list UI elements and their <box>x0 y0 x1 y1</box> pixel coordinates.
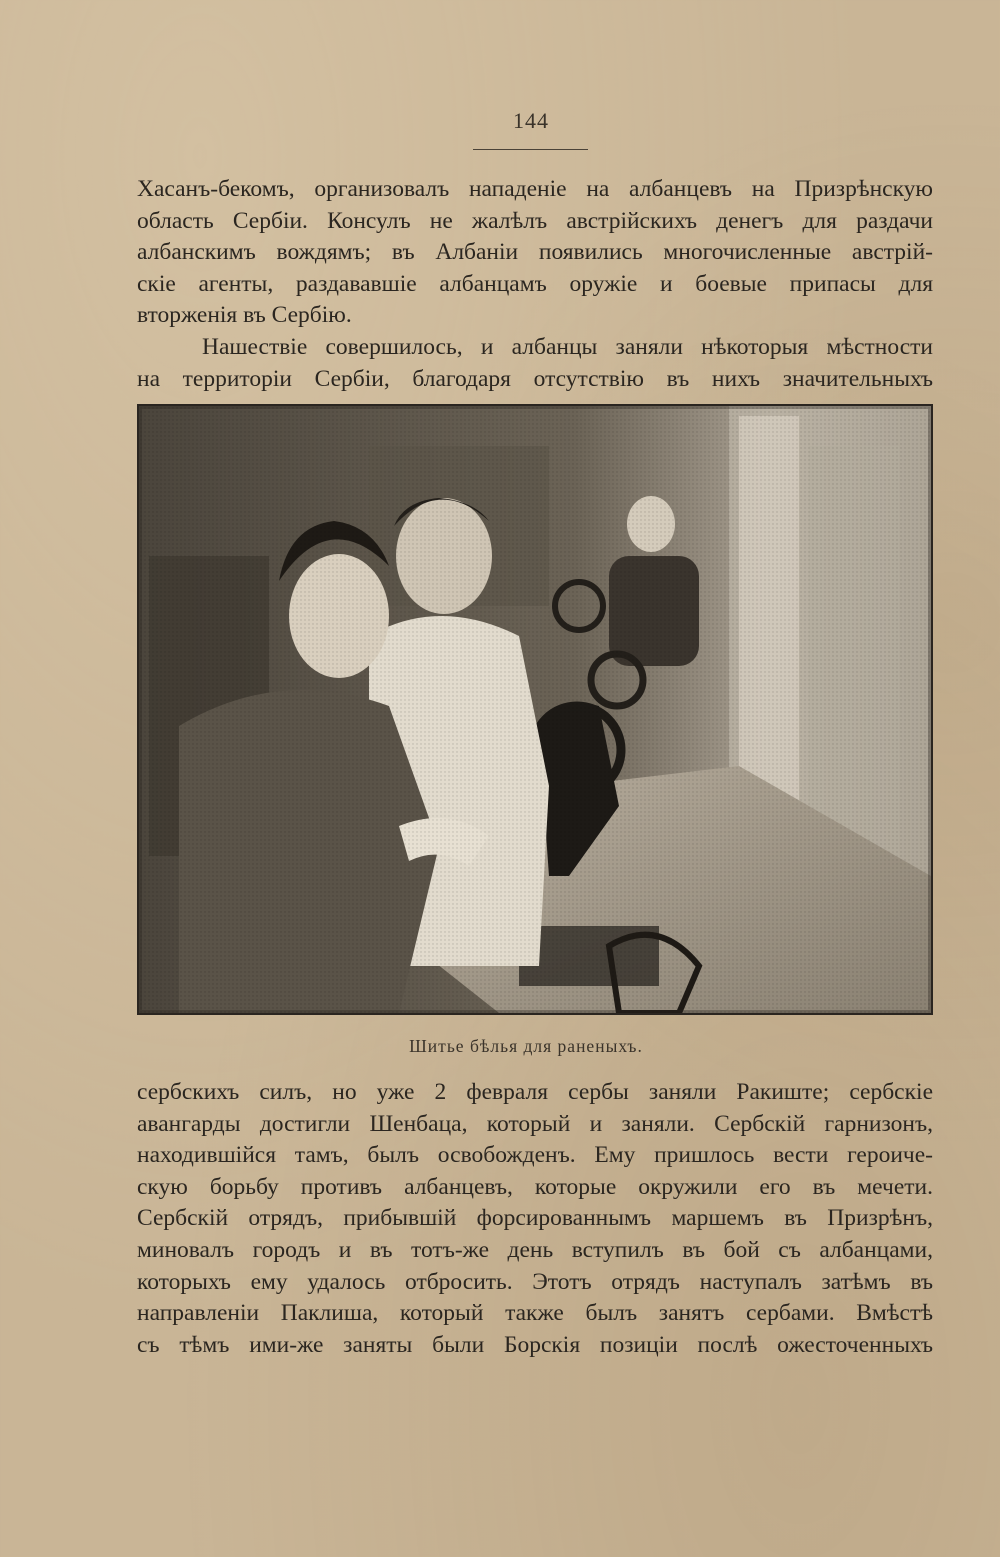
text-line: сербскихъ силъ, но уже 2 февраля сербы заняли Ракиште; сербскіе <box>137 1079 933 1105</box>
text-line: направленіи Паклиша, который также былъ занятъ сербами. Вмѣстѣ <box>137 1300 933 1327</box>
text-line: албанскимъ вождямъ; въ Албаніи появились многочисленные австрій- <box>137 239 933 266</box>
text-line: область Сербіи. Консулъ не жалѣлъ австрійскихъ денегъ для раздачи <box>137 207 933 234</box>
text-line: Сербскій отрядъ, прибывшій форсированнымъ маршемъ въ Призрѣнъ, <box>137 1205 933 1232</box>
text-line: авангарды достигли Шенбаца, который и заняли. Сербскій гарнизонъ, <box>137 1110 933 1137</box>
text-line: миновалъ городъ и въ тотъ-же день вступилъ въ бой съ албанцами, <box>137 1236 933 1263</box>
text-block-bottom <box>137 1077 933 1361</box>
text-block-top <box>137 174 933 395</box>
text-line: съ тѣмъ ими-же заняты были Борскія позиціи послѣ ожесточенныхъ <box>137 1331 933 1358</box>
text-line: находившійся тамъ, былъ освобожденъ. Ему пришлось вести героиче- <box>137 1142 933 1169</box>
text-line: скіе агенты, раздававшіе албанцамъ оружіе и боевые припасы для <box>137 270 933 297</box>
figure-caption: Шитье бѣлья для раненыхъ. <box>409 1036 643 1056</box>
text-line: скую борьбу противъ албанцевъ, которые окружили его въ мечети. <box>137 1173 933 1200</box>
photograph-illustration <box>139 406 931 1013</box>
header-rule <box>473 149 588 150</box>
text-line: Нашествіе совершилось, и албанцы заняли нѣкоторыя мѣстности <box>202 333 933 360</box>
text-line: на территоріи Сербіи, благодаря отсутствію въ нихъ значительныхъ <box>137 365 933 392</box>
text-line: Хасанъ-бекомъ, организовалъ нападеніе на албанцевъ на Призрѣнскую <box>137 176 933 202</box>
text-line: вторженія въ Сербію. <box>137 302 352 329</box>
page-number: 144 <box>513 108 549 133</box>
text-line: которыхъ ему удалось отбросить. Этотъ отрядъ наступалъ затѣмъ въ <box>137 1268 933 1295</box>
photograph-sewing-room <box>137 404 933 1015</box>
